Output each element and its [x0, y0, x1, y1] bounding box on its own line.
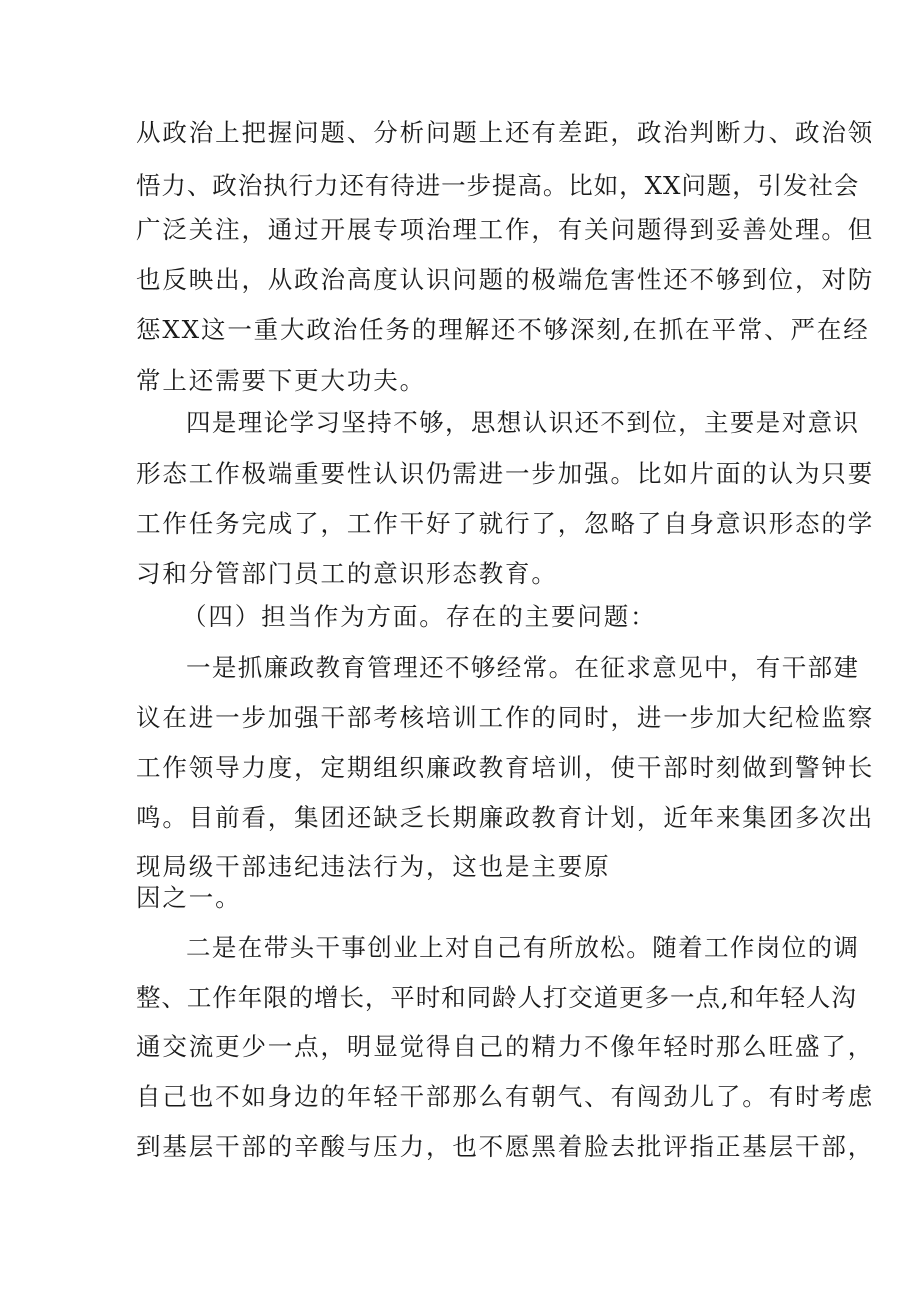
- paragraph-line: 工作任务完成了，工作干好了就行了，忽略了自身意识形态的学: [136, 509, 875, 538]
- paragraph-line: 鸣。目前看，集团还缺乏长期廉政教育计划，近年来集团多次出: [136, 803, 875, 832]
- paragraph-line: 惩XX这一重大政治任务的理解还不够深刻,在抓在平常、严在经: [136, 315, 870, 344]
- paragraph-line: 到基层干部的辛酸与压力，也不愿黑着脸去批评指正基层干部，: [136, 1132, 875, 1161]
- paragraph-line: 因之一。: [136, 883, 242, 912]
- paragraph-line: 悟力、政治执行力还有待进一步提高。比如，XX问题，引发社会: [136, 171, 860, 200]
- paragraph-line: 也反映出，从政治高度认识问题的极端危害性还不够到位，对防: [136, 265, 875, 294]
- section-heading: （四）担当作为方面。存在的主要问题：: [182, 602, 657, 631]
- paragraph-line: 二是在带头干事创业上对自己有所放松。随着工作岗位的调: [186, 933, 860, 962]
- paragraph-line: 自己也不如身边的年轻干部那么有朝气、有闯劲儿了。有时考虑: [136, 1082, 875, 1111]
- paragraph-line: 议在进一步加强干部考核培训工作的同时，进一步加大纪检监察: [136, 703, 875, 732]
- paragraph-line: 工作领导力度，定期组织廉政教育培训，使干部时刻做到警钟长: [136, 753, 875, 782]
- paragraph-line: 形态工作极端重要性认识仍需进一步加强。比如片面的认为只要: [136, 459, 875, 488]
- paragraph-line: 习和分管部门员工的意识形态教育。: [136, 559, 558, 588]
- paragraph-line: 整、工作年限的增长，平时和同龄人打交道更多一点,和年轻人沟: [136, 983, 857, 1012]
- paragraph-line: 常上还需要下更大功夫。: [136, 366, 426, 395]
- paragraph-line: 从政治上把握问题、分析问题上还有差距，政治判断力、政治领: [136, 118, 875, 147]
- paragraph-line: 一是抓廉政教育管理还不够经常。在征求意见中，有干部建: [186, 653, 860, 682]
- paragraph-line: 通交流更少一点，明显觉得自己的精力不像年轻时那么旺盛了，: [136, 1032, 875, 1061]
- paragraph-line: 四是理论学习坚持不够，思想认识还不到位，主要是对意识: [186, 408, 860, 437]
- paragraph-line: 广泛关注，通过开展专项治理工作，有关问题得到妥善处理。但: [136, 215, 875, 244]
- paragraph-line: 现局级干部违纪违法行为，这也是主要原: [136, 852, 611, 881]
